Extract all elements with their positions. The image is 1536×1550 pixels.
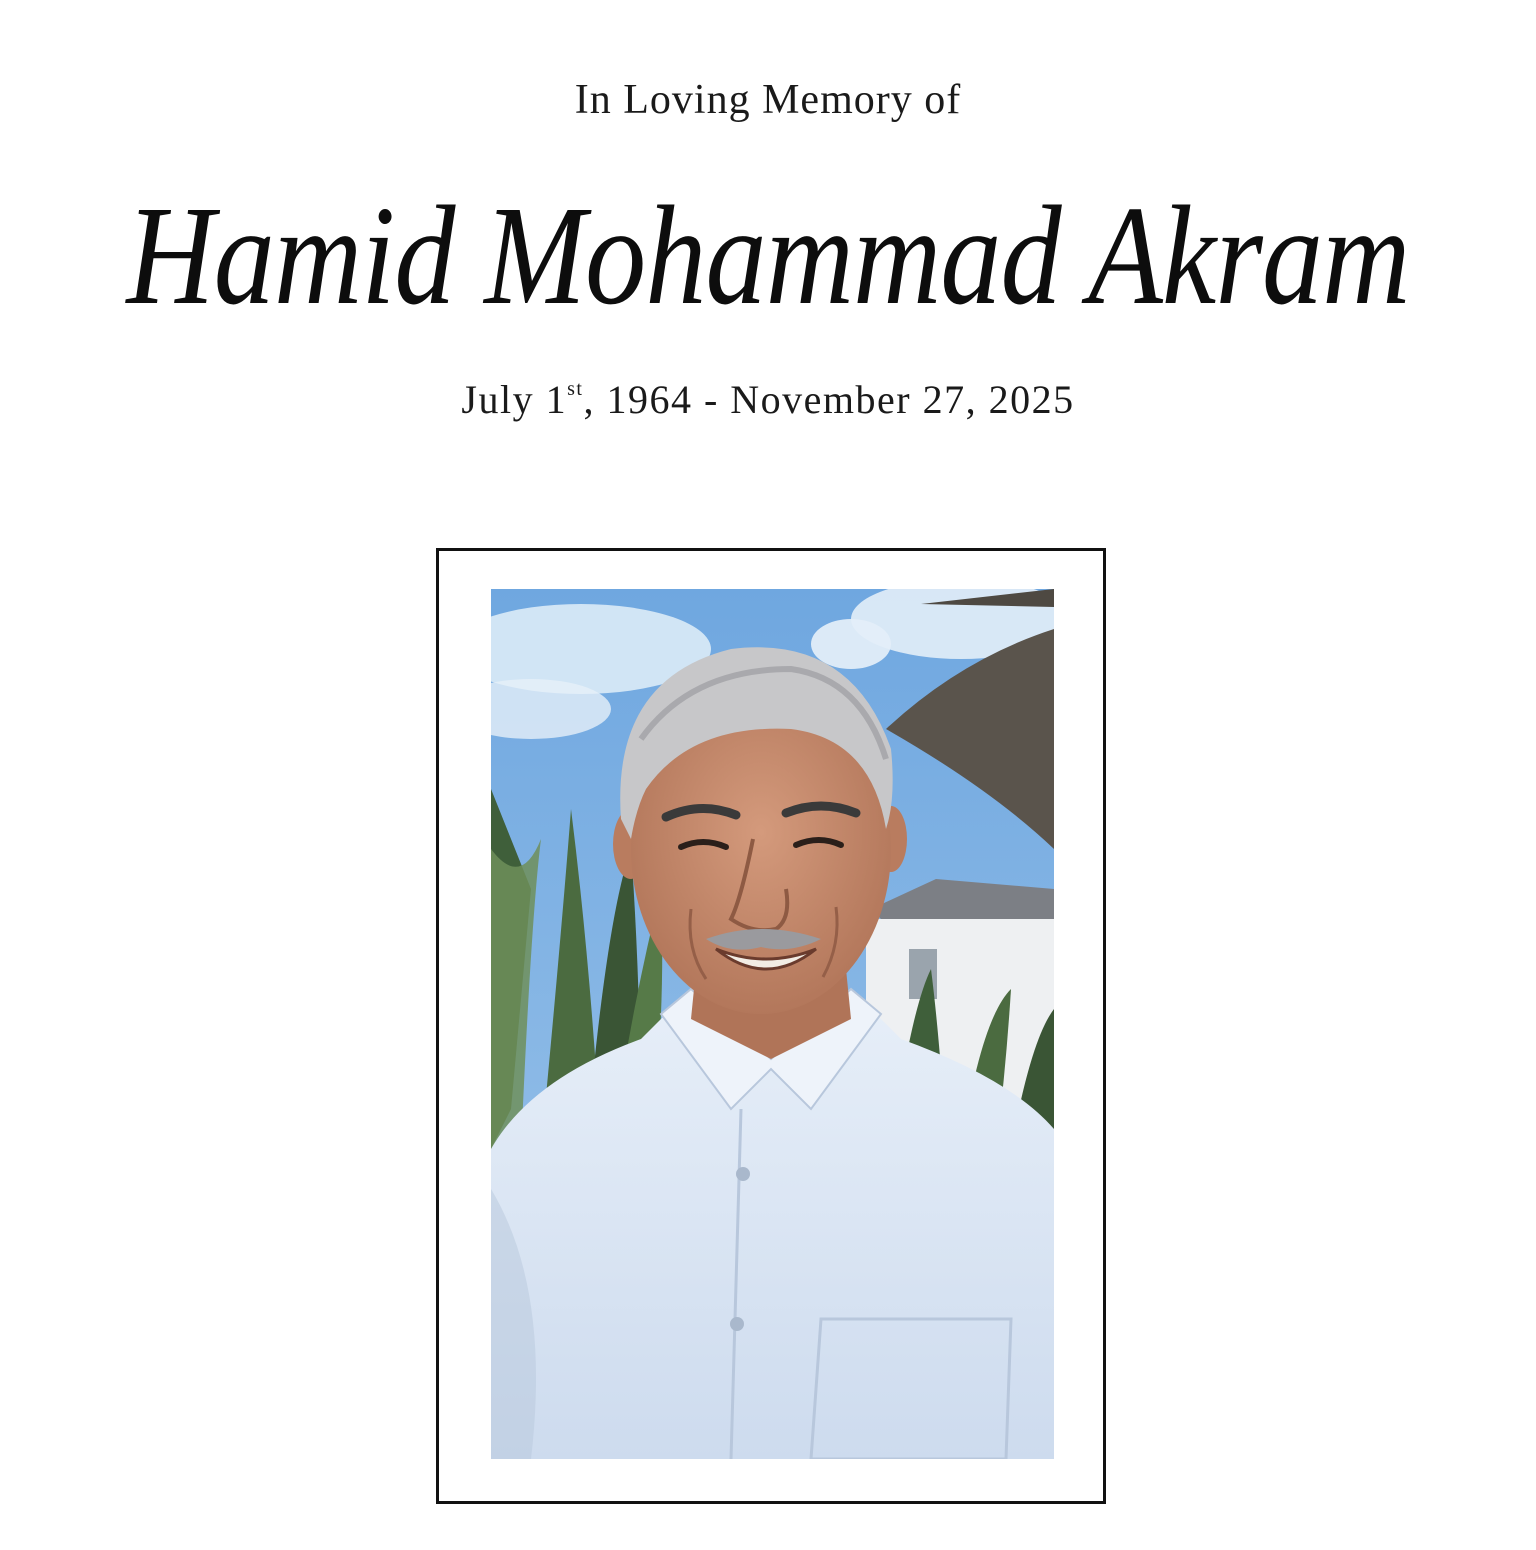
birth-date-prefix: July 1 bbox=[461, 377, 568, 422]
birth-death-range: , 1964 - November 27, 2025 bbox=[583, 377, 1075, 422]
portrait-photo bbox=[491, 589, 1054, 1459]
shirt-button bbox=[730, 1317, 744, 1331]
photo-frame bbox=[436, 548, 1106, 1504]
deceased-name: Hamid Mohammad Akram bbox=[126, 176, 1410, 334]
birth-date-ordinal: st bbox=[567, 378, 584, 400]
life-dates bbox=[0, 370, 1536, 430]
shirt-button bbox=[736, 1167, 750, 1181]
shirt bbox=[491, 1009, 1054, 1459]
heading: In Loving Memory of bbox=[574, 77, 962, 123]
portrait-illustration bbox=[491, 589, 1054, 1459]
